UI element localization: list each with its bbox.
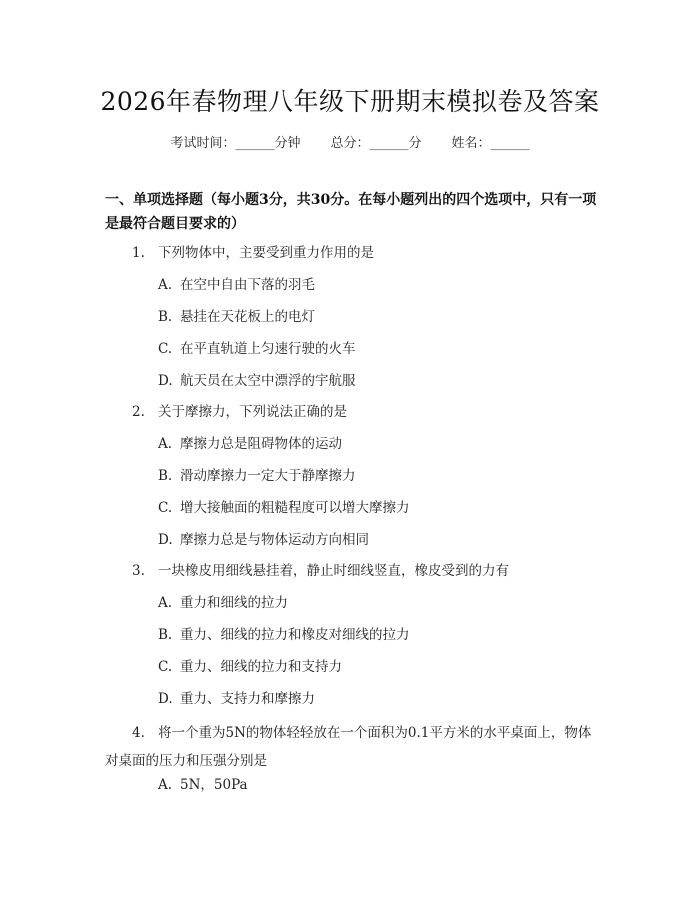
student-name-field: 姓名：______ bbox=[451, 136, 530, 151]
question-2-option-d bbox=[158, 529, 369, 551]
option-text: 重力、细线的拉力和橡皮对细线的拉力 bbox=[180, 627, 410, 643]
question-number: 3. bbox=[132, 563, 145, 579]
exam-time-field: 考试时间：______分钟 bbox=[170, 136, 301, 151]
question-1-option-c bbox=[158, 338, 356, 360]
page-title: 2026年春物理八年级下册期末模拟卷及答案 bbox=[100, 87, 600, 116]
option-letter: A. bbox=[158, 595, 173, 611]
option-letter: A. bbox=[158, 436, 173, 452]
question-3 bbox=[132, 559, 509, 583]
section-heading: 一、单项选择题（每小题3分，共30分。在每小题列出的四个选项中，只有一项是最符合题目要求的） bbox=[105, 192, 597, 232]
option-letter: C. bbox=[158, 500, 173, 516]
option-letter: B. bbox=[158, 627, 173, 643]
option-text: 航天员在太空中漂浮的宇航服 bbox=[180, 373, 356, 389]
option-text: 增大接触面的粗糙程度可以增大摩擦力 bbox=[180, 500, 410, 516]
total-score-field: 总分：______分 bbox=[330, 136, 422, 151]
question-number: 2. bbox=[132, 404, 145, 420]
question-2 bbox=[132, 400, 347, 424]
option-letter: D. bbox=[158, 691, 173, 707]
question-1-option-d bbox=[158, 370, 356, 392]
option-letter: A. bbox=[158, 277, 173, 293]
option-text: 在平直轨道上匀速行驶的火车 bbox=[180, 341, 356, 357]
option-text: 摩擦力总是与物体运动方向相同 bbox=[180, 532, 369, 548]
question-3-option-d bbox=[158, 688, 315, 710]
question-4 bbox=[105, 719, 600, 775]
option-text: 重力、细线的拉力和支持力 bbox=[180, 659, 342, 675]
question-number: 4. bbox=[132, 725, 145, 741]
question-number: 1. bbox=[132, 245, 145, 261]
option-letter: C. bbox=[158, 659, 173, 675]
question-2-option-a bbox=[158, 433, 342, 455]
question-2-option-c bbox=[158, 497, 410, 519]
question-text: 将一个重为5N的物体轻轻放在一个面积为0.1平方米的水平桌面上，物体对桌面的压力和压强分别是 bbox=[105, 725, 592, 769]
option-letter: C. bbox=[158, 341, 173, 357]
option-letter: B. bbox=[158, 468, 173, 484]
option-text: 在空中自由下落的羽毛 bbox=[180, 277, 315, 293]
question-1 bbox=[132, 241, 374, 265]
question-text: 下列物体中，主要受到重力作用的是 bbox=[158, 245, 374, 261]
question-4-option-a bbox=[158, 774, 248, 796]
question-text: 一块橡皮用细线悬挂着，静止时细线竖直，橡皮受到的力有 bbox=[158, 563, 509, 579]
option-letter: D. bbox=[158, 373, 173, 389]
question-3-option-a bbox=[158, 592, 288, 614]
option-letter: A. bbox=[158, 777, 173, 793]
option-text: 滑动摩擦力一定大于静摩擦力 bbox=[180, 468, 356, 484]
question-1-option-b bbox=[158, 306, 315, 328]
option-text: 5N，50Pa bbox=[180, 777, 248, 793]
question-2-option-b bbox=[158, 465, 356, 487]
option-text: 重力和细线的拉力 bbox=[180, 595, 288, 611]
option-text: 重力、支持力和摩擦力 bbox=[180, 691, 315, 707]
exam-info-line bbox=[0, 132, 700, 151]
question-text: 关于摩擦力，下列说法正确的是 bbox=[158, 404, 347, 420]
option-letter: D. bbox=[158, 532, 173, 548]
question-3-option-c bbox=[158, 656, 342, 678]
question-1-option-a bbox=[158, 274, 315, 296]
option-text: 摩擦力总是阻碍物体的运动 bbox=[180, 436, 342, 452]
option-text: 悬挂在天花板上的电灯 bbox=[180, 309, 315, 325]
question-3-option-b bbox=[158, 624, 410, 646]
option-letter: B. bbox=[158, 309, 173, 325]
